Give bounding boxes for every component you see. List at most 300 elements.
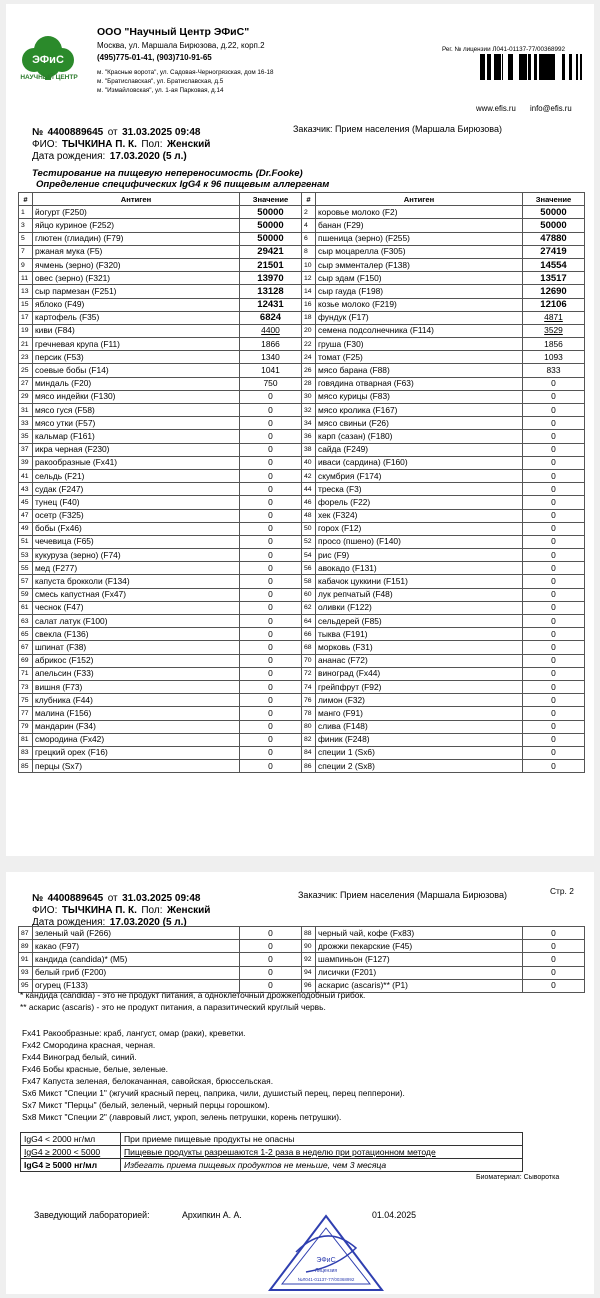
row-number: 47 xyxy=(19,509,33,522)
antigen-value: 0 xyxy=(523,469,585,482)
row-number: 49 xyxy=(19,522,33,535)
row-number: 42 xyxy=(302,469,316,482)
antigen-name: миндаль (F20) xyxy=(33,377,240,390)
table-row xyxy=(19,404,585,417)
antigen-value: 0 xyxy=(240,641,302,654)
table-row xyxy=(19,628,585,641)
row-number: 6 xyxy=(302,232,316,245)
antigen-name: персик (F53) xyxy=(33,351,240,364)
antigen-name: свекла (F136) xyxy=(33,628,240,641)
lab-stamp-icon xyxy=(266,1212,386,1294)
antigen-value: 0 xyxy=(240,628,302,641)
antigen-value: 0 xyxy=(523,720,585,733)
antigen-value: 0 xyxy=(240,456,302,469)
antigen-value: 0 xyxy=(523,628,585,641)
antigen-name: сельдерей (F85) xyxy=(316,615,523,628)
order-number: 4400889645 xyxy=(47,127,104,138)
row-number: 7 xyxy=(19,245,33,258)
row-number: 18 xyxy=(302,311,316,324)
antigen-name: томат (F25) xyxy=(316,351,523,364)
antigen-value: 0 xyxy=(523,733,585,746)
patient-line: ФИО: ТЫЧКИНА П. К. Пол: Женский xyxy=(32,905,211,916)
antigen-name: фундук (F17) xyxy=(316,311,523,324)
row-number: 71 xyxy=(19,667,33,680)
table-row xyxy=(19,390,585,403)
antigen-name: судак (F247) xyxy=(33,483,240,496)
row-number: 85 xyxy=(19,760,33,773)
row-number: 13 xyxy=(19,285,33,298)
antigen-value: 13517 xyxy=(523,272,585,285)
row-number: 54 xyxy=(302,549,316,562)
antigen-name: просо (пшено) (F140) xyxy=(316,535,523,548)
row-number: 70 xyxy=(302,654,316,667)
antigen-value: 0 xyxy=(240,522,302,535)
row-number: 94 xyxy=(302,966,316,979)
row-number: 20 xyxy=(302,324,316,337)
table-row xyxy=(19,535,585,548)
antigen-name: йогурт (F250) xyxy=(33,206,240,219)
antigen-value: 1093 xyxy=(523,351,585,364)
antigen-value: 0 xyxy=(523,760,585,773)
row-number: 31 xyxy=(19,404,33,417)
antigen-value: 0 xyxy=(523,746,585,759)
antigen-name: рис (F9) xyxy=(316,549,523,562)
table-row xyxy=(19,219,585,232)
col-header-antigen: Антиген xyxy=(33,193,240,206)
antigen-name: мандарин (F34) xyxy=(33,720,240,733)
row-number: 88 xyxy=(302,927,316,940)
antigen-name: белый гриб (F200) xyxy=(33,966,240,979)
antigen-value: 3529 xyxy=(523,324,585,337)
antigen-value: 0 xyxy=(240,615,302,628)
row-number: 39 xyxy=(19,456,33,469)
antigen-value: 13128 xyxy=(240,285,302,298)
patient-sex: Женский xyxy=(166,139,211,150)
mix-note: Fx41 Ракообразные: краб, лангуст, омар (раки), креветки. xyxy=(22,1028,246,1038)
antigen-name: сыр эмменталер (F138) xyxy=(316,258,523,271)
row-number: 89 xyxy=(19,940,33,953)
org-name: ООО "Научный Центр ЭФиС" xyxy=(97,26,250,38)
row-number: 93 xyxy=(19,966,33,979)
antigen-name: мясо барана (F88) xyxy=(316,364,523,377)
antigen-name: семена подсолнечника (F114) xyxy=(316,324,523,337)
antigen-name: ракообразные (Fx41) xyxy=(33,456,240,469)
table-row xyxy=(19,258,585,271)
row-number: 10 xyxy=(302,258,316,271)
org-address: Москва, ул. Маршала Бирюзова, д.22, корп.2 xyxy=(97,41,265,50)
results-table-continued xyxy=(18,926,585,993)
legend-range: IgG4 < 2000 нг/мл xyxy=(21,1133,121,1146)
antigen-name: грейпфрут (F92) xyxy=(316,680,523,693)
antigen-name: какао (F97) xyxy=(33,940,240,953)
row-number: 58 xyxy=(302,575,316,588)
antigen-name: клубника (F44) xyxy=(33,694,240,707)
row-number: 96 xyxy=(302,979,316,992)
legend-range: IgG4 ≥ 2000 < 5000 xyxy=(21,1146,121,1159)
head-name: Архипкин А. А. xyxy=(182,1210,242,1220)
antigen-value: 0 xyxy=(240,601,302,614)
antigen-value: 0 xyxy=(523,654,585,667)
antigen-name: яйцо куриное (F252) xyxy=(33,219,240,232)
antigen-name: специи 1 (Sx6) xyxy=(316,746,523,759)
antigen-value: 0 xyxy=(523,549,585,562)
antigen-value: 0 xyxy=(240,694,302,707)
email-link[interactable]: info@efis.ru xyxy=(530,104,572,113)
antigen-name: хек (F324) xyxy=(316,509,523,522)
antigen-name: лук репчатый (F48) xyxy=(316,588,523,601)
antigen-value: 0 xyxy=(240,680,302,693)
row-number: 4 xyxy=(302,219,316,232)
antigen-name: салат латук (F100) xyxy=(33,615,240,628)
antigen-value: 14554 xyxy=(523,258,585,271)
row-number: 5 xyxy=(19,232,33,245)
antigen-name: капуста брокколи (F134) xyxy=(33,575,240,588)
patient-name: ТЫЧКИНА П. К. xyxy=(61,139,137,150)
row-number: 29 xyxy=(19,390,33,403)
table-row xyxy=(19,245,585,258)
biomaterial: Биоматериал: Сыворотка xyxy=(476,1174,560,1181)
col-header-value: Значение xyxy=(240,193,302,206)
antigen-value: 0 xyxy=(240,417,302,430)
order-date: 31.03.2025 09:48 xyxy=(122,127,201,138)
antigen-name: карп (сазан) (F180) xyxy=(316,430,523,443)
table-row xyxy=(19,443,585,456)
antigen-name: ананас (F72) xyxy=(316,654,523,667)
antigen-name: лисички (F201) xyxy=(316,966,523,979)
antigen-value: 0 xyxy=(240,496,302,509)
antigen-name: бобы (Fx46) xyxy=(33,522,240,535)
antigen-value: 0 xyxy=(240,404,302,417)
table-row xyxy=(19,615,585,628)
antigen-name: тыква (F191) xyxy=(316,628,523,641)
row-number: 91 xyxy=(19,953,33,966)
antigen-value: 12431 xyxy=(240,298,302,311)
customer: Заказчик: Прием населения (Маршала Бирюзова) xyxy=(293,124,502,134)
antigen-value: 0 xyxy=(240,927,302,940)
org-phones: (495)775-01-41, (903)710-91-65 xyxy=(97,53,212,62)
col-header-value: Значение xyxy=(523,193,585,206)
antigen-name: козье молоко (F219) xyxy=(316,298,523,311)
table-row xyxy=(19,483,585,496)
row-number: 62 xyxy=(302,601,316,614)
results-table xyxy=(18,192,585,773)
antigen-name: дрожжи пекарские (F45) xyxy=(316,940,523,953)
antigen-value: 0 xyxy=(240,707,302,720)
table-row xyxy=(19,351,585,364)
antigen-value: 0 xyxy=(240,667,302,680)
antigen-name: груша (F30) xyxy=(316,338,523,351)
row-number: 67 xyxy=(19,641,33,654)
antigen-name: специи 2 (Sx8) xyxy=(316,760,523,773)
row-number: 86 xyxy=(302,760,316,773)
antigen-name: ржаная мука (F5) xyxy=(33,245,240,258)
antigen-value: 0 xyxy=(523,562,585,575)
row-number: 61 xyxy=(19,601,33,614)
row-number: 77 xyxy=(19,707,33,720)
antigen-value: 0 xyxy=(523,509,585,522)
row-number: 44 xyxy=(302,483,316,496)
antigen-value: 50000 xyxy=(523,219,585,232)
antigen-value: 0 xyxy=(240,575,302,588)
row-number: 52 xyxy=(302,535,316,548)
patient-birth: 17.03.2020 (5 л.) xyxy=(109,151,187,162)
row-number: 9 xyxy=(19,258,33,271)
antigen-name: аскарис (ascaris)** (P1) xyxy=(316,979,523,992)
antigen-value: 0 xyxy=(523,927,585,940)
antigen-value: 50000 xyxy=(240,232,302,245)
row-number: 66 xyxy=(302,628,316,641)
antigen-value: 0 xyxy=(523,390,585,403)
table-row xyxy=(19,654,585,667)
antigen-value: 0 xyxy=(523,443,585,456)
mix-note: Sx8 Микст "Специи 2" (лавровый лист, укроп, зелень петрушки, корень петрушки). xyxy=(22,1112,342,1122)
row-number: 11 xyxy=(19,272,33,285)
antigen-value: 0 xyxy=(240,720,302,733)
table-row xyxy=(19,707,585,720)
antigen-name: пшеница (зерно) (F255) xyxy=(316,232,523,245)
col-header-num: # xyxy=(19,193,33,206)
order-line: № 4400889645 от 31.03.2025 09:48 xyxy=(32,893,201,904)
mix-note: Fx46 Бобы красные, белые, зеленые. xyxy=(22,1064,168,1074)
antigen-name: киви (F84) xyxy=(33,324,240,337)
antigen-value: 50000 xyxy=(523,206,585,219)
antigen-value: 0 xyxy=(523,680,585,693)
table-header-row xyxy=(19,193,585,206)
col-header-antigen: Антиген xyxy=(316,193,523,206)
patient-line: ФИО: ТЫЧКИНА П. К. Пол: Женский xyxy=(32,139,211,150)
row-number: 15 xyxy=(19,298,33,311)
antigen-name: слива (F148) xyxy=(316,720,523,733)
table-row xyxy=(19,680,585,693)
antigen-name: шампиньон (F127) xyxy=(316,953,523,966)
antigen-name: мясо кролика (F167) xyxy=(316,404,523,417)
antigen-name: мед (F277) xyxy=(33,562,240,575)
table-row xyxy=(19,364,585,377)
row-number: 95 xyxy=(19,979,33,992)
row-number: 64 xyxy=(302,615,316,628)
row-number: 68 xyxy=(302,641,316,654)
head-label: Заведующий лабораторией: xyxy=(34,1210,150,1220)
antigen-name: овес (зерно) (F321) xyxy=(33,272,240,285)
patient-sex: Женский xyxy=(166,905,211,916)
footnote: ** аскарис (ascaris) - это не продукт питания, а паразитический круглый червь. xyxy=(20,1002,326,1012)
table-row xyxy=(19,430,585,443)
row-number: 82 xyxy=(302,733,316,746)
row-number: 75 xyxy=(19,694,33,707)
row-number: 28 xyxy=(302,377,316,390)
antigen-name: виноград (Fx44) xyxy=(316,667,523,680)
row-number: 2 xyxy=(302,206,316,219)
row-number: 19 xyxy=(19,324,33,337)
antigen-name: банан (F29) xyxy=(316,219,523,232)
antigen-name: морковь (F31) xyxy=(316,641,523,654)
row-number: 57 xyxy=(19,575,33,588)
antigen-value: 0 xyxy=(523,430,585,443)
antigen-name: сыр эдам (F150) xyxy=(316,272,523,285)
col-header-num: # xyxy=(302,193,316,206)
row-number: 41 xyxy=(19,469,33,482)
org-branch: м. "Измайловская", ул. 1-ая Парковая, д.14 xyxy=(97,87,224,94)
antigen-name: картофель (F35) xyxy=(33,311,240,324)
antigen-name: черный чай, кофе (Fx83) xyxy=(316,927,523,940)
antigen-name: мясо утки (F57) xyxy=(33,417,240,430)
antigen-value: 0 xyxy=(523,456,585,469)
antigen-value: 47880 xyxy=(523,232,585,245)
patient-birth: 17.03.2020 (5 л.) xyxy=(109,917,187,928)
row-number: 55 xyxy=(19,562,33,575)
antigen-value: 0 xyxy=(240,430,302,443)
table-row xyxy=(19,549,585,562)
antigen-value: 0 xyxy=(523,404,585,417)
antigen-name: сельдь (F21) xyxy=(33,469,240,482)
antigen-name: оливки (F122) xyxy=(316,601,523,614)
row-number: 76 xyxy=(302,694,316,707)
antigen-name: мясо курицы (F83) xyxy=(316,390,523,403)
antigen-name: смородина (Fx42) xyxy=(33,733,240,746)
legend-range: IgG4 ≥ 5000 нг/мл xyxy=(21,1159,121,1172)
row-number: 45 xyxy=(19,496,33,509)
antigen-name: шпинат (F38) xyxy=(33,641,240,654)
row-number: 87 xyxy=(19,927,33,940)
antigen-value: 0 xyxy=(240,483,302,496)
antigen-name: осетр (F325) xyxy=(33,509,240,522)
antigen-value: 0 xyxy=(523,483,585,496)
row-number: 35 xyxy=(19,430,33,443)
row-number: 81 xyxy=(19,733,33,746)
org-branch: м. "Братиславская", ул. Братиславская, д.5 xyxy=(97,78,224,85)
mix-note: Fx47 Капуста зеленая, белокачанная, савойская, брюссельская. xyxy=(22,1076,274,1086)
antigen-name: мясо индейки (F130) xyxy=(33,390,240,403)
table-row xyxy=(19,285,585,298)
row-number: 48 xyxy=(302,509,316,522)
row-number: 37 xyxy=(19,443,33,456)
antigen-name: кандида (candida)* (M5) xyxy=(33,953,240,966)
order-line: № 4400889645 от 31.03.2025 09:48 xyxy=(32,127,201,138)
antigen-name: соевые бобы (F14) xyxy=(33,364,240,377)
antigen-value: 0 xyxy=(240,588,302,601)
antigen-value: 50000 xyxy=(240,219,302,232)
antigen-value: 1041 xyxy=(240,364,302,377)
antigen-name: ячмень (зерно) (F320) xyxy=(33,258,240,271)
antigen-value: 0 xyxy=(240,390,302,403)
antigen-value: 0 xyxy=(240,760,302,773)
report-page-1 xyxy=(6,4,594,856)
row-number: 74 xyxy=(302,680,316,693)
customer: Заказчик: Прием населения (Маршала Бирюзова) xyxy=(298,890,507,900)
antigen-name: форель (F22) xyxy=(316,496,523,509)
row-number: 25 xyxy=(19,364,33,377)
antigen-value: 0 xyxy=(523,522,585,535)
antigen-value: 0 xyxy=(240,535,302,548)
antigen-name: чечевица (F65) xyxy=(33,535,240,548)
row-number: 59 xyxy=(19,588,33,601)
antigen-name: огурец (F133) xyxy=(33,979,240,992)
antigen-value: 0 xyxy=(523,940,585,953)
antigen-name: тунец (F40) xyxy=(33,496,240,509)
legend-text: Избегать приема пищевых продуктов не меньше, чем 3 месяца xyxy=(121,1159,523,1172)
table-row xyxy=(19,940,585,953)
mix-note: Fx42 Смородина красная, черная. xyxy=(22,1040,156,1050)
table-row xyxy=(19,272,585,285)
row-number: 32 xyxy=(302,404,316,417)
antigen-value: 21501 xyxy=(240,258,302,271)
antigen-name: авокадо (F131) xyxy=(316,562,523,575)
site-link[interactable]: www.efis.ru xyxy=(476,104,516,113)
table-row xyxy=(19,575,585,588)
antigen-value: 833 xyxy=(523,364,585,377)
mix-note: Fx44 Виноград белый, синий. xyxy=(22,1052,137,1062)
antigen-name: яблоко (F49) xyxy=(33,298,240,311)
antigen-value: 0 xyxy=(523,966,585,979)
row-number: 51 xyxy=(19,535,33,548)
antigen-value: 0 xyxy=(240,443,302,456)
row-number: 21 xyxy=(19,338,33,351)
legend-row xyxy=(21,1159,523,1172)
table-row xyxy=(19,509,585,522)
row-number: 53 xyxy=(19,549,33,562)
table-row xyxy=(19,601,585,614)
antigen-value: 0 xyxy=(523,588,585,601)
table-row xyxy=(19,562,585,575)
row-number: 23 xyxy=(19,351,33,364)
antigen-name: сыр пармезан (F251) xyxy=(33,285,240,298)
antigen-name: скумбрия (F174) xyxy=(316,469,523,482)
antigen-value: 1856 xyxy=(523,338,585,351)
antigen-name: икра черная (F230) xyxy=(33,443,240,456)
table-row xyxy=(19,733,585,746)
antigen-value: 0 xyxy=(523,953,585,966)
row-number: 83 xyxy=(19,746,33,759)
row-number: 63 xyxy=(19,615,33,628)
antigen-name: коровье молоко (F2) xyxy=(316,206,523,219)
sign-date: 01.04.2025 xyxy=(372,1210,417,1220)
mix-note: Sx6 Микст "Специи 1" (жгучий красный перец, паприка, чили, душистый перец, перец пепперони). xyxy=(22,1088,405,1098)
antigen-name: мясо свиньи (F26) xyxy=(316,417,523,430)
row-number: 16 xyxy=(302,298,316,311)
antigen-value: 0 xyxy=(523,694,585,707)
legend-text: При приеме пищевые продукты не опасны xyxy=(121,1133,523,1146)
antigen-value: 750 xyxy=(240,377,302,390)
antigen-value: 12690 xyxy=(523,285,585,298)
antigen-value: 0 xyxy=(523,641,585,654)
antigen-name: кукуруза (зерно) (F74) xyxy=(33,549,240,562)
antigen-value: 29421 xyxy=(240,245,302,258)
birth-line: Дата рождения: 17.03.2020 (5 л.) xyxy=(32,151,187,162)
antigen-value: 0 xyxy=(240,562,302,575)
test-title: Тестирование на пищевую непереносимость (Dr.Fooke) xyxy=(32,168,303,179)
svg-text:№Л041-01137-77/00368992: №Л041-01137-77/00368992 xyxy=(297,1277,355,1282)
antigen-value: 0 xyxy=(240,979,302,992)
license-number: Рег. № лицензии Л041-01137-77/00368992 xyxy=(442,46,565,53)
legend-row xyxy=(21,1133,523,1146)
legend-row xyxy=(21,1146,523,1159)
antigen-value: 50000 xyxy=(240,206,302,219)
antigen-name: говядина отварная (F63) xyxy=(316,377,523,390)
antigen-value: 0 xyxy=(523,417,585,430)
antigen-value: 0 xyxy=(240,469,302,482)
row-number: 8 xyxy=(302,245,316,258)
antigen-name: сайда (F249) xyxy=(316,443,523,456)
row-number: 1 xyxy=(19,206,33,219)
antigen-value: 0 xyxy=(523,615,585,628)
antigen-value: 0 xyxy=(240,953,302,966)
legend-text: Пищевые продукты разрешаются 1-2 раза в неделю при ротационном методе xyxy=(121,1146,523,1159)
row-number: 36 xyxy=(302,430,316,443)
antigen-name: горох (F12) xyxy=(316,522,523,535)
row-number: 38 xyxy=(302,443,316,456)
table-row xyxy=(19,496,585,509)
page-number: Стр. 2 xyxy=(550,886,574,896)
